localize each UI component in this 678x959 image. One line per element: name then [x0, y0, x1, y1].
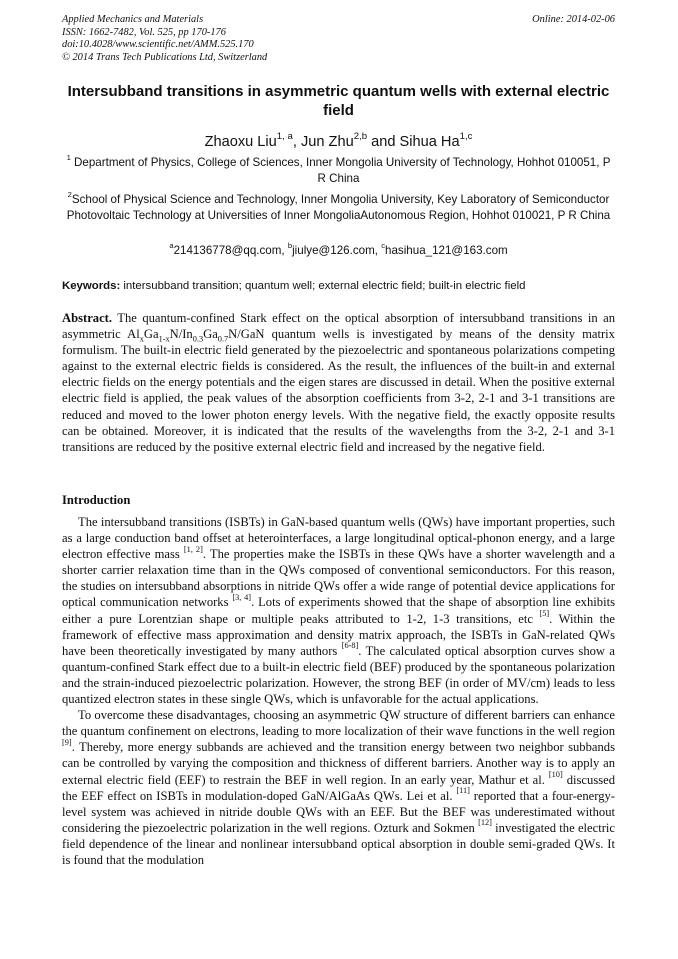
email-text: jiulye@126.com,	[292, 244, 382, 257]
abstract-block	[62, 310, 615, 455]
paragraph-text: To overcome these disadvantages, choosing an asymmetric QW structure of different barriers can enhance the quantum confinement on electrons, leading to more localization of their wave functions in the well region	[62, 708, 615, 739]
subscript: 0.3	[192, 334, 204, 344]
citation-ref: [12]	[478, 818, 492, 828]
journal-name: Applied Mechanics and Materials	[62, 14, 204, 25]
citation-ref: [1, 2]	[183, 544, 203, 554]
citation-ref: [11]	[456, 786, 470, 796]
affil-text: Department of Physics, College of Sciences, Inner Mongolia University of Technology, Hohhot 010051, P R China	[70, 156, 611, 185]
keywords-label: Keywords:	[62, 280, 121, 292]
paragraph-text: . Lots of experiments showed that the shape of absorption line exhibits either a pure Lorentzian shape or multiple peaks attributed to 1-2, 1-3 transitions, etc	[62, 595, 615, 626]
abstract-text: N/In	[169, 327, 193, 342]
email-line	[62, 243, 615, 259]
affil-mark: 2	[67, 190, 72, 199]
paper-title: Intersubband transitions in asymmetric quantum wells with external electric field	[67, 83, 610, 119]
author-name: Zhaoxu Liu	[204, 134, 277, 150]
citation-ref: [5]	[539, 609, 550, 619]
keywords-text: intersubband transition; quantum well; external electric field; built-in electric field	[120, 280, 526, 292]
affiliation-1	[62, 155, 615, 186]
author-separator: and	[367, 134, 400, 150]
author-affil-mark: 1, a	[276, 130, 293, 142]
affiliation-2	[62, 192, 615, 223]
abstract-paragraph	[62, 310, 615, 455]
abstract-text: The quantum-confined Stark effect on the optical absorption of intersubband transitions in an asymmetric Al	[62, 311, 615, 342]
email-text: 214136778@qq.com,	[173, 244, 288, 257]
affil-text: School of Physical Science and Technology, Inner Mongolia University, Key Laboratory of Semiconductor Photovoltaic Technology at Universities of Inner MongoliaAutonomous Region, Hohhot 010021, P R China	[66, 193, 611, 222]
paragraph-text: . Within the framework of effective mass approximation and density matrix approach, the ISBTs in GaN-related QWs have been theoretically investigated by many authors	[62, 611, 615, 658]
paragraph-text: discussed the EEF effect on ISBTs in modulation-doped GaN/AlGaAs QWs. Lei et al.	[62, 772, 616, 803]
intro-paragraph-2	[62, 707, 615, 868]
paragraph-text: . The calculated optical absorption curves show a quantum-confined Stark effect due to a built-in electric field (BEF) produced by the spontaneous polarization and the strain-induced piezoelectric polarization. However, the strong BEF (in order of MV/cm) leads to less quantized electron states in these single QWs, which is unfavorable for the actual applications.	[62, 643, 615, 707]
keywords-line	[62, 279, 615, 293]
paragraph-text: . Thereby, more energy subbands are achieved and the transition energy between two neighbor subbands can be controlled by varying the composition and thickness of different barriers. Another way is to apply an external electric field (EEF) to restrain the BEF in well region. In an early year, Mathur et al.	[62, 740, 615, 787]
author-list	[62, 130, 615, 151]
introduction-heading: Introduction	[62, 493, 131, 507]
subscript: 1-x	[158, 334, 170, 344]
citation-ref: [10]	[548, 770, 563, 780]
email-text: hasihua_121@163.com	[385, 244, 508, 257]
issn-line: ISSN: 1662-7482, Vol. 525, pp 170-176	[62, 26, 226, 38]
paragraph-text: reported that a four-energy-level system was achieved in nitride double QWs with an EEF. But the BEF was underestimated without considering the piezoelectric polarization in the well regions. Ozturk and Sokmen	[62, 788, 615, 835]
email-mark: a	[169, 241, 174, 250]
author-affil-mark: 1,c	[459, 130, 473, 142]
citation-ref: [6-8]	[341, 641, 359, 651]
citation-ref: [3, 4]	[232, 593, 252, 603]
abstract-text: N/GaN quantum wells is investigated by means of the density matrix formulism. The built-in electric field generated by the piezoelectric and spontaneous polarizations competing against to the external electric fields is considered. As the result, the influences of the built-in and external electric fields on the energy potentials and the eigen stares are discussed in detail. When the positive external electric field is applied, the peak values of the absorption coefficients from 3-2, 2-1 and 3-1 transitions are reduced and moved to the lower photon energy levels. With the negative field, the exactly opposite results can be obtained. Moreover, it is indicated that the results of the wavelengths from the 3-2, 2-1 and 3-1 transitions are reduced by the positive external electric field and increased by the negative field.	[62, 327, 615, 454]
citation-ref: [9]	[62, 737, 72, 747]
author-name: Jun Zhu	[300, 134, 354, 150]
abstract-text: Ga	[143, 327, 159, 342]
paragraph-text: . The properties make the ISBTs in these QWs have a shorter wavelength and a shorter carrier relaxation time than in the QWs composed of conventional semiconductors. For this reason, the studies on intersubband absorptions in nitride QWs offer a wide range of potential device applications for optical communication networks	[62, 547, 615, 610]
journal-header	[62, 14, 615, 64]
email-mark: b	[287, 241, 293, 250]
paragraph-text: The intersubband transitions (ISBTs) in GaN-based quantum wells (QWs) have important properties, such as a large conduction band offset at heterointerfaces, a large longitudinal optical-phonon energy, and a large electron effective mass	[62, 515, 615, 562]
intro-paragraph-1	[62, 514, 615, 707]
copyright-line: © 2014 Trans Tech Publications Ltd, Switzerland	[62, 51, 268, 63]
author-separator: ,	[292, 134, 301, 150]
author-name: Sihua Ha	[399, 134, 460, 150]
paragraph-text: investigated the electric field dependence of the linear and nonlinear intersubband optical absorption in double semi-graded QWs. It is found that the modulation	[62, 820, 615, 867]
author-affil-mark: 2,b	[353, 130, 368, 142]
introduction-body	[62, 514, 615, 868]
online-date: Online: 2014-02-06	[532, 14, 615, 25]
email-mark: c	[381, 241, 386, 250]
abstract-label: Abstract.	[62, 311, 113, 325]
affil-mark: 1	[66, 153, 71, 162]
subscript: 0.7	[217, 334, 229, 344]
doi-line: doi:10.4028/www.scientific.net/AMM.525.170	[62, 39, 254, 51]
abstract-text: Ga	[203, 327, 218, 342]
subscript: x	[139, 334, 144, 344]
